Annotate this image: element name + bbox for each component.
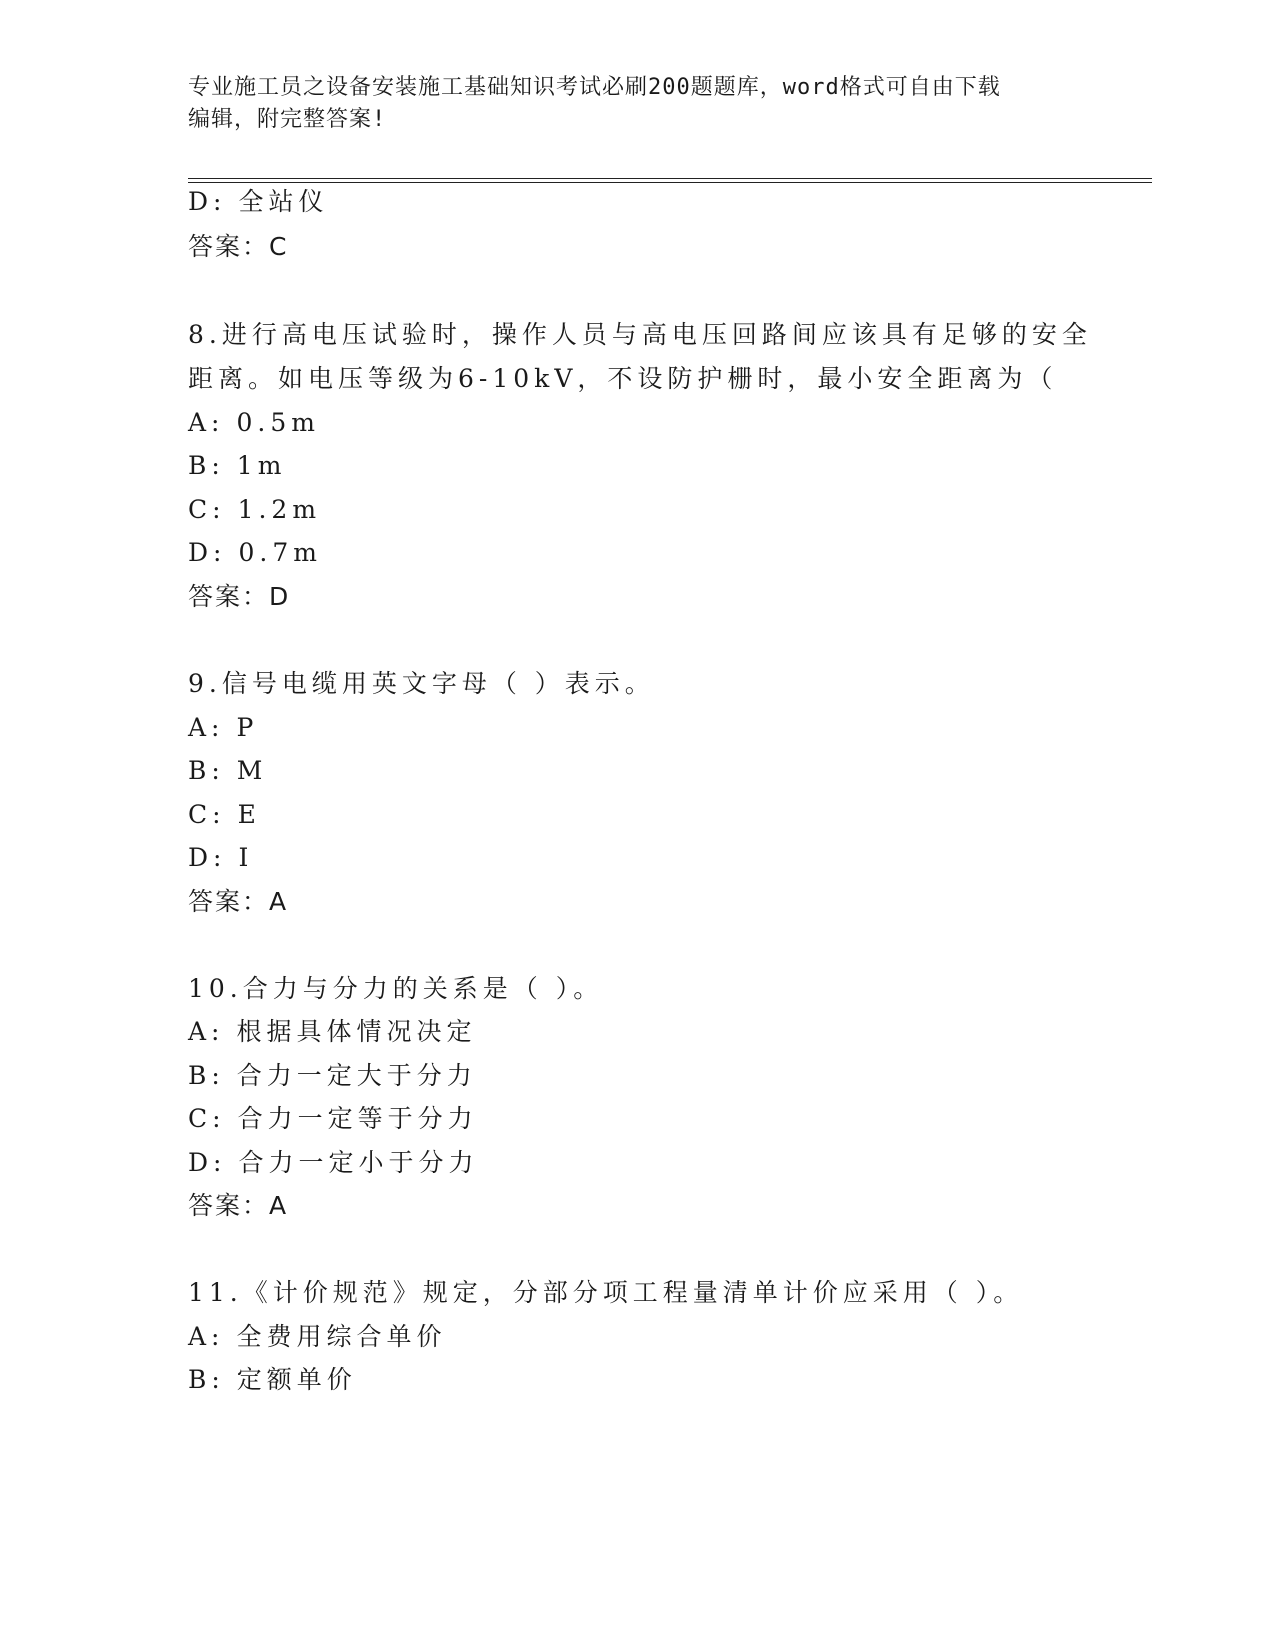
option-label: B: (188, 1061, 225, 1090)
header-title-line-1: 专业施工员之设备安装施工基础知识考试必刷200题题库，word格式可自由下载 (188, 75, 1001, 100)
q7-option-d (188, 187, 328, 217)
option-text: 0.7m (238, 538, 322, 567)
option-label: A: (188, 408, 225, 437)
option-text: 1.2m (237, 495, 322, 524)
option-label: D: (188, 1148, 227, 1177)
q8-stem-line-2: 距离。如电压等级为6-10kV，不设防护栅时，最小安全距离为（ (188, 364, 1058, 393)
q10-option-c (188, 1104, 478, 1134)
q9-option-c (188, 800, 261, 830)
option-label: A: (188, 1017, 225, 1046)
q7-answer: 答案：C (188, 232, 289, 261)
option-label: D: (188, 843, 227, 872)
q8-option-c (188, 495, 321, 525)
option-label: D: (188, 538, 227, 567)
option-label: C: (188, 495, 226, 524)
header-title-line-2: 编辑，附完整答案! (188, 107, 387, 132)
q9-option-b (188, 756, 267, 786)
q9-option-a (188, 713, 258, 743)
q8-stem-line-1: 8.进行高电压试验时，操作人员与高电压回路间应该具有足够的安全 (188, 320, 1092, 349)
q10-option-d (188, 1148, 478, 1178)
option-label: C: (188, 1104, 226, 1133)
q8-option-a (188, 408, 320, 438)
option-text: I (238, 843, 254, 872)
q10-stem: 10.合力与分力的关系是（ ）。 (188, 974, 604, 1003)
option-label: A: (188, 1322, 225, 1351)
header-divider-top (188, 178, 1152, 179)
q9-option-d (188, 843, 253, 873)
option-text: 合力一定等于分力 (237, 1104, 478, 1133)
option-label: B: (188, 1365, 225, 1394)
q10-option-a (188, 1017, 477, 1047)
q11-stem: 11.《计价规范》规定，分部分项工程量清单计价应采用（ ）。 (188, 1278, 1024, 1307)
option-text: 根据具体情况决定 (236, 1017, 477, 1046)
option-label: B: (188, 756, 225, 785)
option-text: 合力一定小于分力 (238, 1148, 479, 1177)
option-text: 合力一定大于分力 (236, 1061, 477, 1090)
q8-option-b (188, 451, 286, 481)
option-text: 全站仪 (238, 187, 329, 216)
option-text: P (236, 713, 259, 742)
option-text: M (236, 756, 268, 785)
q10-answer: 答案：A (188, 1191, 289, 1220)
q11-option-b (188, 1365, 357, 1395)
q9-stem: 9.信号电缆用英文字母（ ）表示。 (188, 669, 655, 698)
option-label: D: (188, 187, 227, 216)
q9-answer: 答案：A (188, 887, 289, 916)
option-label: B: (188, 451, 225, 480)
q10-option-b (188, 1061, 477, 1091)
option-text: E (237, 800, 261, 829)
q11-option-a (188, 1322, 447, 1352)
option-text: 全费用综合单价 (236, 1322, 447, 1351)
option-text: 定额单价 (236, 1365, 357, 1394)
header-divider-bottom (188, 182, 1152, 183)
option-label: A: (188, 713, 225, 742)
q8-option-d (188, 538, 322, 568)
option-label: C: (188, 800, 226, 829)
option-text: 1m (236, 451, 287, 480)
document-header (188, 72, 1088, 136)
option-text: 0.5m (236, 408, 320, 437)
q8-answer: 答案：D (188, 582, 291, 611)
